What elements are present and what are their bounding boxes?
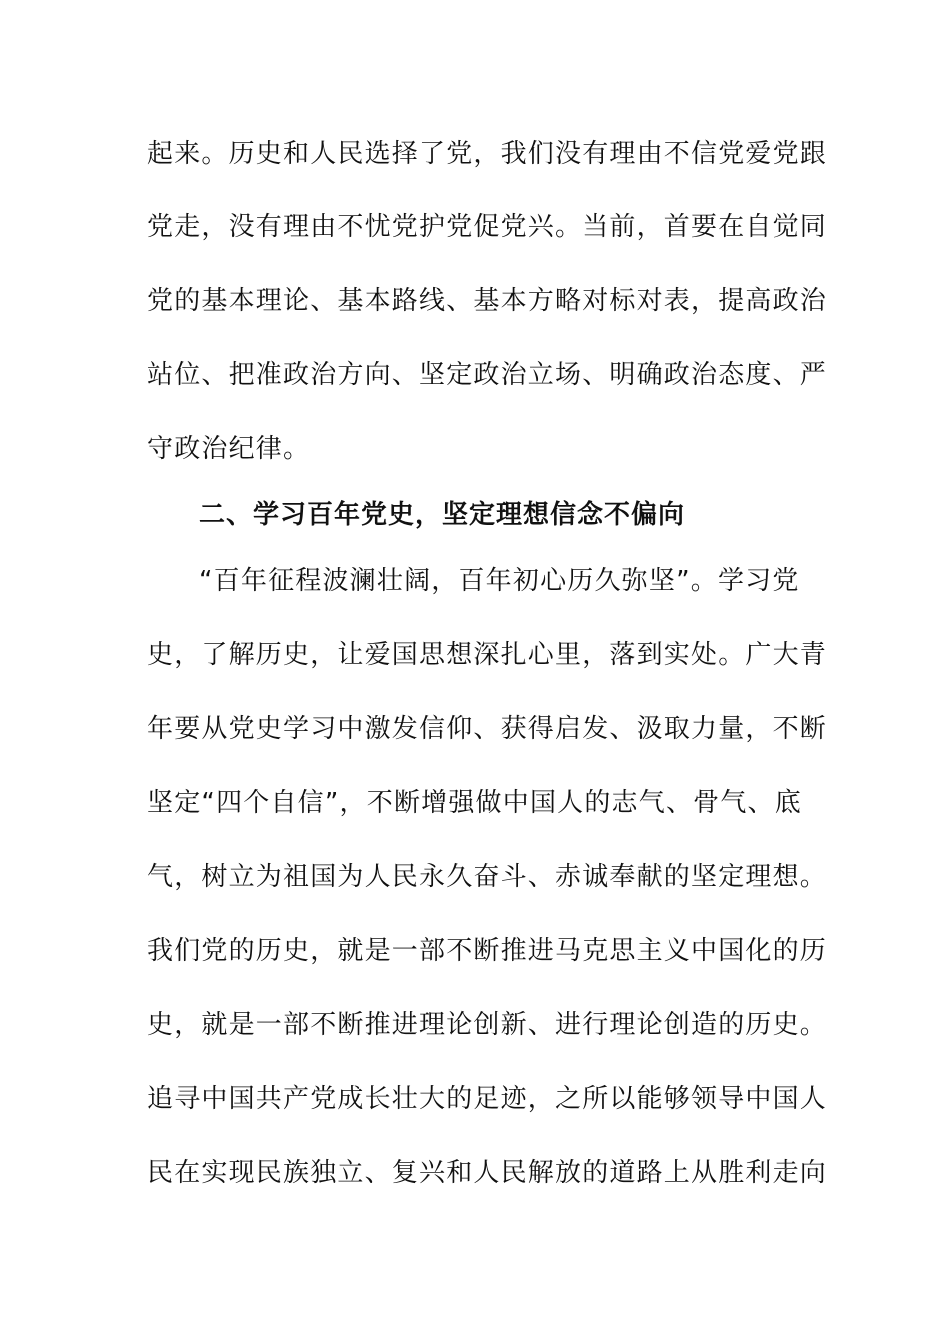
paragraph-line: 史，了解历史，让爱国思想深扎心里，落到实处。广大青 bbox=[147, 640, 828, 670]
paragraph-line: 史，就是一部不断推进理论创新、进行理论创造的历史。 bbox=[147, 1010, 828, 1040]
paragraph-line: 党走，没有理由不忧党护党促党兴。当前，首要在自觉同 bbox=[147, 212, 828, 242]
section-heading: 二、学习百年党史，坚定理想信念不偏向 bbox=[199, 500, 686, 530]
paragraph-line: 站位、把准政治方向、坚定政治立场、明确政治态度、严 bbox=[147, 360, 828, 390]
paragraph-line: 民在实现民族独立、复兴和人民解放的道路上从胜利走向 bbox=[147, 1158, 828, 1188]
paragraph-line: 年要从党史学习中激发信仰、获得启发、汲取力量，不断 bbox=[147, 714, 828, 744]
paragraph-line: 我们党的历史，就是一部不断推进马克思主义中国化的历 bbox=[147, 936, 828, 966]
paragraph-line: 守政治纪律。 bbox=[147, 434, 311, 464]
paragraph-line: 气，树立为祖国为人民永久奋斗、赤诚奉献的坚定理想。 bbox=[147, 862, 828, 892]
paragraph-line: 追寻中国共产党成长壮大的足迹，之所以能够领导中国人 bbox=[147, 1084, 828, 1114]
paragraph-line: 起来。历史和人民选择了党，我们没有理由不信党爱党跟 bbox=[147, 139, 828, 169]
paragraph-line: 坚定“四个自信”，不断增强做中国人的志气、骨气、底 bbox=[147, 788, 802, 818]
paragraph-line: “百年征程波澜壮阔，百年初心历久弥坚”。学习党 bbox=[199, 566, 800, 596]
paragraph-line: 党的基本理论、基本路线、基本方略对标对表，提高政治 bbox=[147, 286, 828, 316]
